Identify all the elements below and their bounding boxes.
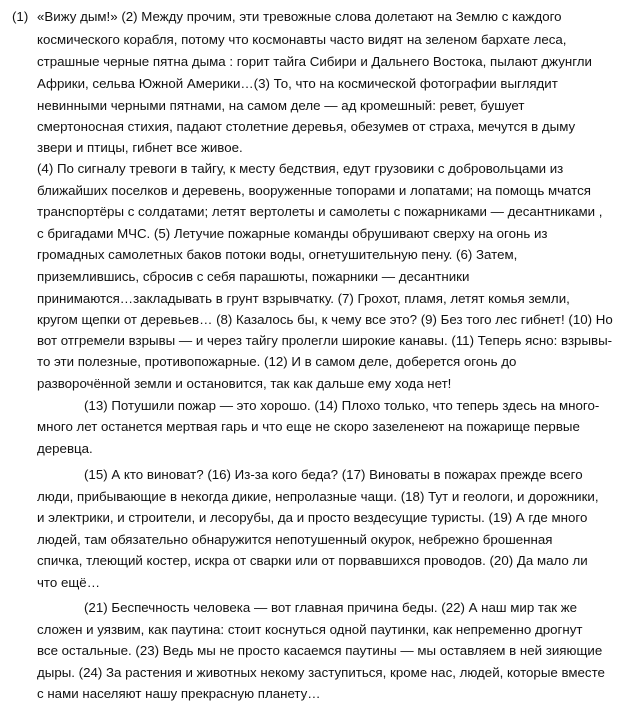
text-line: что ещё… <box>37 575 100 590</box>
text-line: с нами населяют нашу прекрасную планету… <box>37 686 321 701</box>
text-line: космического корабля, потому что космонавты часто видят на зеленом бархате леса, <box>37 32 567 47</box>
text-line: спичка, тлеющий костер, искра от сварки или от порвавшихся проводов. (20) Да мало ли <box>37 553 588 568</box>
text-line: кругом щепки от деревьев… (8) Казалось бы, к чему все это? (9) Без того лес гибнет! (10) Но <box>37 312 613 327</box>
text-line: людей, там обязательно обнаружится непотушенный окурок, небрежно брошенная <box>37 532 553 547</box>
text-line: деревца. <box>37 441 93 456</box>
text-line: (21) Беспечность человека — вот главная причина беды. (22) А наш мир так же <box>84 600 578 615</box>
text-line: смертоносная стихия, падают столетние деревья, обезумев от страха, мечутся в дыму <box>37 119 576 134</box>
text-line: все остальные. (23) Ведь мы не просто касаемся паутины — мы оставляем в ней зияющие <box>37 643 603 658</box>
text-line: вот отгремели взрывы — и через тайгу пролегли широкие канавы. (11) Теперь ясно: взрывы- <box>37 333 613 348</box>
text-line: (13) Потушили пожар — это хорошо. (14) Плохо только, что теперь здесь на много- <box>84 398 600 413</box>
text-line: разворочённой земли и остановится, так как дальше ему хода нет! <box>37 376 452 391</box>
text-line: транспортёры с солдатами; летят вертолеты и самолеты с пожарниками — десантниками , <box>37 204 603 219</box>
text-line: звери и птицы, гибнет все живое. <box>37 140 243 155</box>
text-line: то эти полезные, противопожарные. (12) И в самом деле, доберется огонь до <box>37 354 517 369</box>
text-line: с бригадами МЧС. (5) Летучие пожарные команды обрушивают сверху на огонь из <box>37 226 548 241</box>
text-line: Африки, сельва Южной Америки…(3) То, что на космической фотографии выглядит <box>37 76 558 91</box>
text-line: громадных самолетных баков потоки воды, огнетушительную пену. (6) Затем, <box>37 247 518 262</box>
text-line: приземлившись, сбросив с себя парашюты, пожарники — десантники <box>37 269 470 284</box>
text-line: «Вижу дым!» (2) Между прочим, эти тревожные слова долетают на Землю с каждого <box>37 9 562 24</box>
text-line: (15) А кто виноват? (16) Из-за кого беда? (17) Виноваты в пожарах прежде всего <box>84 467 583 482</box>
text-line: страшные черные пятна дыма : горит тайга Сибири и Дальнего Востока, пылают джунгли <box>37 54 592 69</box>
text-line: люди, прибывающие в некогда дикие, непролазные чащи. (18) Тут и геологи, и дорожники, <box>37 489 599 504</box>
text-line: (4) По сигналу тревоги в тайгу, к месту бедствия, едут грузовики с добровольцами из <box>37 161 564 176</box>
list-marker: (1) <box>12 9 29 24</box>
text-line: и электрики, и строители, и лесорубы, да и просто вездесущие туристы. (19) А где много <box>37 510 588 525</box>
text-line: принимаются…закладывать в грунт взрывчатку. (7) Грохот, пламя, летят комья земли, <box>37 291 570 306</box>
text-line: сложен и уязвим, как паутина: стоит коснуться одной паутинки, как непременно дрогнут <box>37 622 583 637</box>
text-line: много лет останется мертвая гарь и что еще не скоро зазеленеют на пожарище первые <box>37 419 580 434</box>
text-line: дыры. (24) За растения и животных некому заступиться, кроме нас, людей, которые вместе <box>37 665 605 680</box>
text-line: ближайших поселков и деревень, вооруженные топорами и лопатами; на помощь мчатся <box>37 183 591 198</box>
text-line: невинными черными пятнами, на самом деле — ад кромешный: ревет, бушует <box>37 98 525 113</box>
